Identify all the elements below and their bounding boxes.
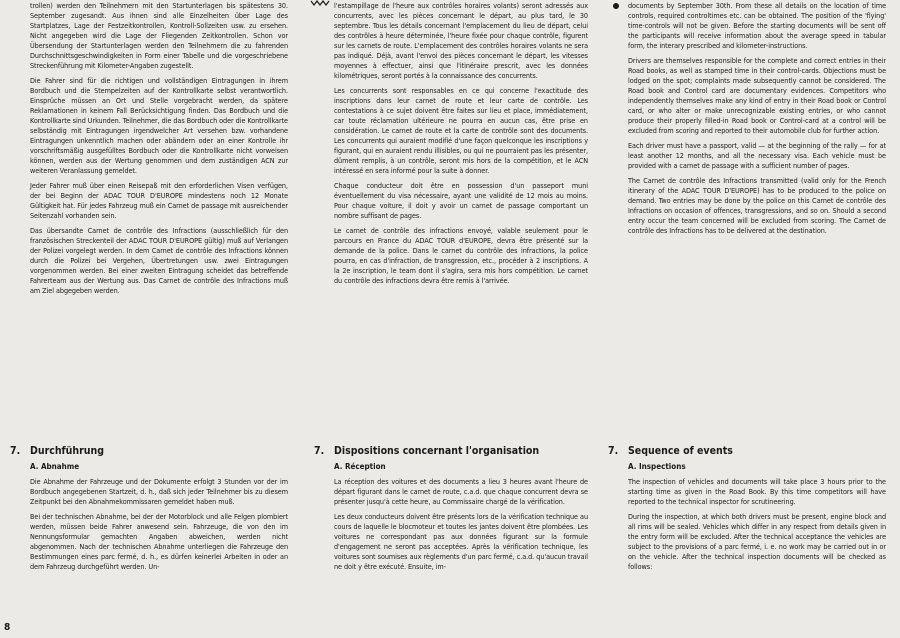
paragraph: Jeder Fahrer muß über einen Reisepaß mit den erforderlichen Visen verfügen, der bei Beginn der ADAC TOUR D'EUROPE mindestens noch 12 Monate Gültigkeit hat. Für jedes Fahrzeug muß ein Carnet de passage mit ausreichender Seitenzahl vorhanden sein. (30, 181, 288, 220)
english-top-text (628, 1, 886, 241)
paragraph: Die Abnahme der Fahrzeuge und der Dokumente erfolgt 3 Stunden vor der im Bordbuch angegebenen Startzeit, d. h., daß sich jeder Teilnehmer bis zu diesem Zeitpunkt bei den Abnahmekommissaren gemeldet haben muß. (30, 477, 288, 506)
section-title-text: Durchführung (30, 445, 104, 457)
paragraph: La réception des voitures et des documents a lieu 3 heures avant l'heure de départ figurant dans le carnet de route, c.a.d. que chaque concurrent devra se présenter jusqu'à cette heure, au Commissaire chargé de la vérification. (334, 477, 588, 506)
paragraph: Drivers are themselves responsible for the complete and correct entries in their Road books, as well as stamped time in their control-cards. Objections must be lodged on the spot; complaints made subsequently cannot be considered. The Road book and Control card are documentary evidences. Competitors who independently themselves make any kind of entry in their Road book or Control card, or who alter or make unrecognizable existing entries, or who cannot produce their properly filled-in Road book or Control-card at a control will be excluded from scoring and reported to their automobile club for further action. (628, 56, 886, 135)
subsection-heading: A. Abnahme (30, 462, 80, 471)
paragraph: During the inspection, at which both drivers must be present, engine block and all rims will be sealed. Vehicles which differ in any respect from details given in the entry form will be excluded. After the technical acceptance the vehicles are subject to the provisions of a parc fermé, i. e. no work may be carried out in or on the vehicle. After the technical inspection documents will be checked as follows: (628, 512, 886, 571)
german-top-text (30, 1, 288, 301)
bullet-marker (613, 3, 619, 9)
paragraph: The Carnet de contrôle des Infractions transmitted (valid only for the French itinerary of the ADAC TOUR D'EUROPE) has to be produced to the police on demand. Two entries may be done by the police on this Carnet de contrôle des Infractions on occasion of offences, transgressions, and so on. Should a second entry occur the team concerned will be excluded from scoring. The Carnet de contrôle des Infractions has to be delivered at the destination. (628, 176, 886, 235)
paragraph: Each driver must have a passport, valid — at the beginning of the rally — for at least another 12 months, and all the necessary visa. Each vehicle must be provided with a carnet de passage with a sufficient number of pages. (628, 141, 886, 170)
paragraph: Chaque conducteur doit être en possession d'un passeport muni éventuellement du visa nécessaire, ayant une validité de 12 mois au moins. Pour chaque voiture, il doit y avoir un carnet de passage comportant un nombre suffisant de pages. (334, 181, 588, 220)
paragraph: Das übersandte Carnet de contrôle des Infractions (ausschließlich für den französischen Streckenteil der ADAC TOUR D'EUROPE gültig) muß auf Verlangen der Polizei vorgelegt werden. In dem Carnet de contrôle des Infractions können durch die Polizei bei Vergehen, Übertretungen usw. zwei Eintragungen vorgenommen werden. Bei einer zweiten Eintragung scheidet das betreffende Fahrerteam aus der Wertung aus. Das Carnet de contrôle des Infractions muß am Ziel abgegeben werden. (30, 226, 288, 295)
section-number: 7. (10, 445, 21, 457)
paragraph: Les deux conducteurs doivent être présents lors de la vérification technique au cours de laquelle le blocmoteur et toutes les jantes doivent être plombées. Les voitures ne correspondant pas aux données figurant sur la formule d'engagement ne seront pas acceptées. Après la vérification technique, les voitures sont soumises aux règlements d'un parc fermé, c.a.d. qu'aucun travail ne doit y être exécuté. Ensuite, im- (334, 512, 588, 571)
paragraph: Le carnet de contrôle des infractions envoyé, valable seulement pour le parcours en France du ADAC TOUR d'EUROPE, devra être présenté sur la demande de la police. Dans le carnet du contrôle des infractions, la police pourra, en cas d'infraction, de transgression, etc., procéder à 2 inscriptions. A la 2e inscription, le team dont il s'agira, sera mis hors compétition. Le carnet du contrôle des infractions devra être remis à l'arrivée. (334, 226, 588, 285)
section-title (608, 445, 733, 457)
page-number: 8 (4, 622, 11, 633)
section-title-text: Sequence of events (628, 445, 733, 457)
paragraph: Les concurrents sont responsables en ce qui concerne l'exactitude des inscriptions dans leur carnet de route et leur carte de contrôle. Les contestations à ce sujet doivent être faites sur lieu et place, immédiatement, car toute réclamation ultérieure ne pourra en aucun cas, être prise en considération. Le carnet de route et la carte de contrôle sont des documents. Les concurrents qui auraient modifié d'une façon quelconque les inscriptions y figurant, qui en auraient rendu illisibles, ou qui ne pourraient pas les présenter, dûment remplis, à un contrôle, seront mis hors de la compétition, et le ACN intéressé en sera informé pour la suite à donner. (334, 86, 588, 175)
section-number: 7. (314, 445, 325, 457)
subsection-heading: A. Réception (334, 462, 386, 471)
section-title (314, 445, 539, 457)
paragraph: documents by September 30th. From these all details on the location of time controls, required controltimes etc. can be obtained. The position of the 'flying' time-controls will not be given. Before the starting documents will be sent off the participants will receive information about the average speed in tabular form, the interary prescribed and kilometer-instructions. (628, 1, 886, 50)
subsection-heading: A. Inspections (628, 462, 686, 471)
english-bottom-text (628, 477, 886, 577)
paragraph: l'estampillage de l'heure aux contrôles horaires volants) seront adressés aux concurrents, avec les pièces concernant le départ, au plus tard, le 30 septembre. Tous les détails concernant l'emplacement du lieu de départ, celui des contrôles à heure déterminée, l'heure fixée pour chaque contrôle, figurent sur les carnets de route. L'emplacement des contrôles horaires volants ne sera pas indiqué. Déjà, avant l'envoi des pièces concernant le départ, les vitesses moyennes à effectuer, ainsi que l'itinéraire prescrit, avec les données kilométriques, seront portés à la connaissance des concurrents. (334, 1, 588, 80)
section-title-text: Dispositions concernant l'organisation (334, 445, 540, 457)
section-title (10, 445, 104, 457)
paragraph: Bei der technischen Abnahme, bei der der Motorblock und alle Felgen plombiert werden, müssen beide Fahrer anwesend sein. Fahrzeuge, die von den im Nennungsformular gemachten Angaben abweichen, werden nicht abgenommen. Nach der technischen Abnahme unterliegen die Fahrzeuge den Bestimmungen eines parc fermé, d. h., es dürfen keinerlei Arbeiten in oder an dem Fahrzeug durchgeführt werden. Un- (30, 512, 288, 571)
decorative-ornament (310, 0, 332, 6)
paragraph: The inspection of vehicles and documents will take place 3 hours prior to the starting time as given in the Road Book. By this time competitors will have reported to the technical inspector for scrutineering. (628, 477, 886, 506)
french-top-text (334, 1, 588, 291)
paragraph: trollen) werden den Teilnehmern mit den Startunterlagen bis spätestens 30. September zugesandt. Aus ihnen sind alle Einzelheiten über Lage des Startplatzes, Lage der Festzeitkontrollen, Kontroll-Sollzeiten usw. zu ersehen. Nicht angegeben wird die Lage der Fliegenden Zeitkontrollen. Schon vor Übersendung der Startunterlagen werden den Teilnehmern die zu fahrenden Durchschnittsgeschwindigkeiten in Form einer Tabelle und die vorgeschriebene Streckenführung mit Kilometer-Angaben zugestellt. (30, 1, 288, 70)
german-bottom-text (30, 477, 288, 577)
section-number: 7. (608, 445, 619, 457)
french-bottom-text (334, 477, 588, 577)
paragraph: Die Fahrer sind für die richtigen und vollständigen Eintragungen in ihrem Bordbuch und die Stempelzeiten auf der Kontrollkarte selbst verantwortlich. Einsprüche müssen an Ort und Stelle vorgebracht werden, da spätere Reklamationen in keinem Fall Berücksichtigung finden. Das Bordbuch und die Kontrollkarte sind Urkunden. Teilnehmer, die das Bordbuch oder die Kontrollkarte selbständig mit Eintragungen irgendwelcher Art versehen bzw. vorhandene Eintragungen unkenntlich machen oder abändern oder an einer Kontrolle ihr vorschriftsmäßig ausgefülltes Bordbuch oder die Kontrollkarte nicht vorweisen können, werden aus der Wertung genommen und dem zuständigen ACN zur weiteren Veranlassung gemeldet. (30, 76, 288, 175)
